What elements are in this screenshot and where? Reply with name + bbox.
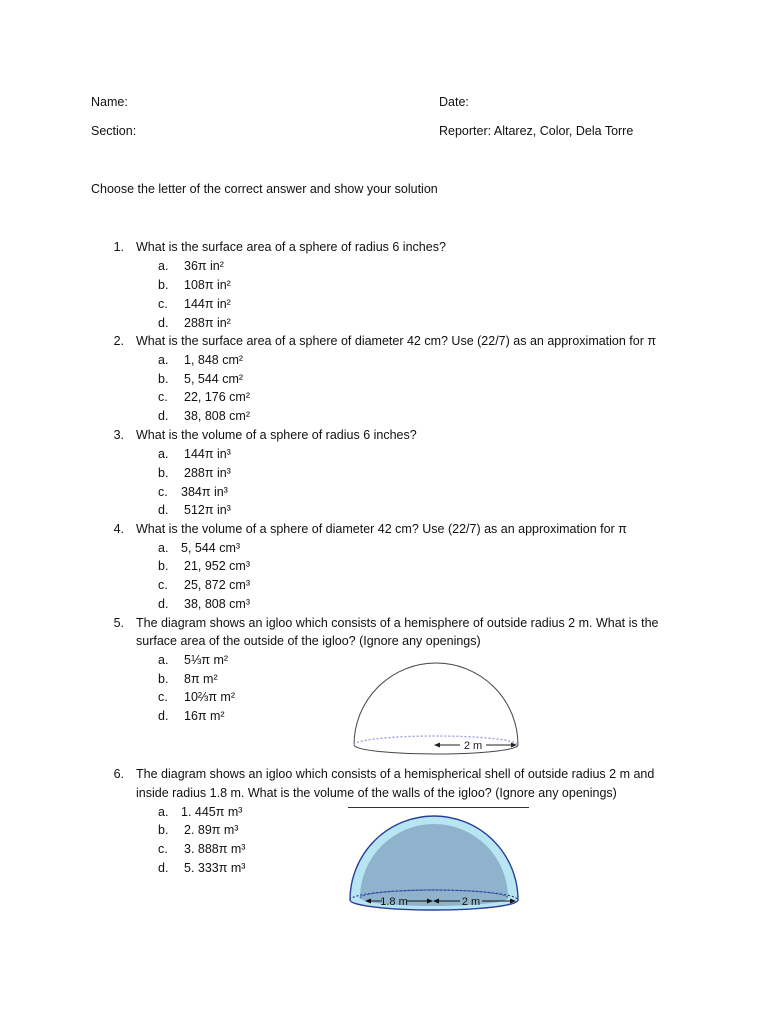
option-text: 36π in²	[184, 259, 224, 273]
name-label: Name:	[91, 95, 128, 109]
option-text: 144π in³	[184, 447, 231, 461]
option-text: 288π in²	[184, 316, 231, 330]
section-label: Section:	[91, 124, 137, 138]
option-text: 108π in²	[184, 278, 231, 292]
option-letter: d.	[158, 597, 169, 611]
outer-radius-label: 2 m	[461, 896, 481, 908]
option-text: 1, 848 cm²	[184, 353, 244, 367]
question-text: What is the volume of a sphere of diameter 42 cm? Use (22/7) as an approximation for π	[136, 522, 627, 536]
option-text: 16π m²	[184, 709, 225, 723]
hemisphere-diagram	[348, 654, 528, 764]
inner-radius-label: 1.8 m	[380, 896, 408, 908]
option-letter: c.	[158, 578, 168, 592]
option-text: 5. 333π m³	[184, 861, 246, 875]
option-text: 8π m²	[184, 672, 218, 686]
option-text: 38, 808 cm³	[184, 597, 251, 611]
option-text: 22, 176 cm²	[184, 390, 251, 404]
instructions: Choose the letter of the correct answer and show your solution	[91, 182, 438, 196]
question-number: 4.	[113, 522, 124, 536]
option-letter: d.	[158, 503, 169, 517]
option-letter: c.	[158, 485, 168, 499]
divider-line	[348, 807, 529, 808]
option-letter: a.	[158, 541, 169, 555]
option-text: 5, 544 cm²	[184, 372, 244, 386]
question-text: What is the surface area of a sphere of diameter 42 cm? Use (22/7) as an approximation for π	[136, 334, 656, 348]
question-number: 5.	[113, 616, 124, 630]
option-letter: a.	[158, 805, 169, 819]
question-text: surface area of the outside of the igloo? (Ignore any openings)	[136, 634, 481, 648]
option-text: 3. 888π m³	[184, 842, 246, 856]
option-letter: c.	[158, 297, 168, 311]
option-letter: c.	[158, 690, 168, 704]
question-text: The diagram shows an igloo which consists of a hemisphere of outside radius 2 m. What is the	[136, 616, 659, 630]
option-text: 5, 544 cm³	[181, 541, 241, 555]
date-label: Date:	[439, 95, 469, 109]
option-letter: d.	[158, 409, 169, 423]
option-letter: d.	[158, 861, 169, 875]
question-text: inside radius 1.8 m. What is the volume of the walls of the igloo? (Ignore any openings)	[136, 786, 617, 800]
option-letter: a.	[158, 447, 169, 461]
option-letter: a.	[158, 353, 169, 367]
option-text: 1. 445π m³	[181, 805, 243, 819]
option-letter: b.	[158, 278, 169, 292]
option-letter: b.	[158, 559, 169, 573]
option-letter: b.	[158, 823, 169, 837]
question-text: The diagram shows an igloo which consists of a hemispherical shell of outside radius 2 m and	[136, 767, 655, 781]
option-letter: d.	[158, 709, 169, 723]
option-text: 288π in³	[184, 466, 231, 480]
option-text: 25, 872 cm³	[184, 578, 251, 592]
radius-label: 2 m	[463, 740, 483, 752]
option-text: 144π in²	[184, 297, 231, 311]
option-letter: c.	[158, 842, 168, 856]
question-number: 6.	[113, 767, 124, 781]
question-number: 1.	[113, 240, 124, 254]
option-letter: d.	[158, 316, 169, 330]
option-text: 38, 808 cm²	[184, 409, 251, 423]
option-text: 10⅔π m²	[184, 690, 236, 704]
option-text: 384π in³	[181, 485, 228, 499]
question-text: What is the volume of a sphere of radius 6 inches?	[136, 428, 417, 442]
option-letter: b.	[158, 466, 169, 480]
option-text: 21, 952 cm³	[184, 559, 251, 573]
option-text: 5⅓π m²	[184, 653, 229, 667]
question-number: 2.	[113, 334, 124, 348]
option-letter: c.	[158, 390, 168, 404]
option-letter: a.	[158, 653, 169, 667]
option-text: 512π in³	[184, 503, 231, 517]
option-text: 2. 89π m³	[184, 823, 239, 837]
question-text: What is the surface area of a sphere of radius 6 inches?	[136, 240, 446, 254]
question-number: 3.	[113, 428, 124, 442]
option-letter: b.	[158, 372, 169, 386]
option-letter: b.	[158, 672, 169, 686]
option-letter: a.	[158, 259, 169, 273]
hemispherical-shell-diagram	[346, 810, 526, 932]
reporter-label: Reporter: Altarez, Color, Dela Torre	[439, 124, 634, 138]
